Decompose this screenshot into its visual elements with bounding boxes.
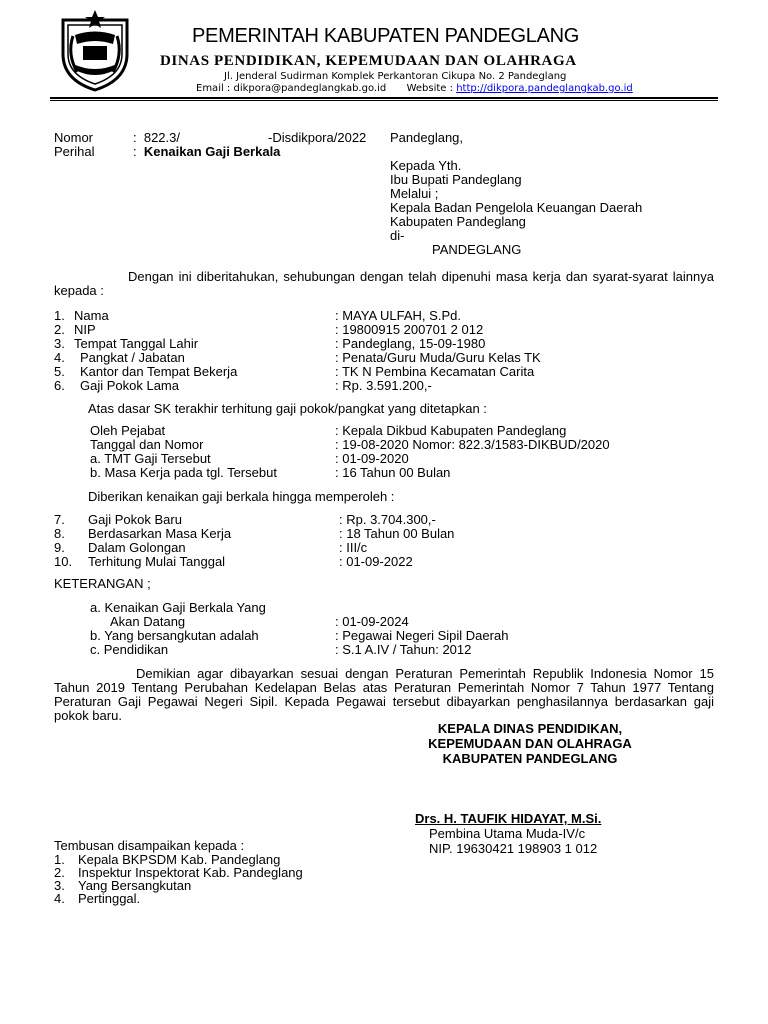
perihal-label: Perihal	[54, 144, 95, 159]
office-address: Jl. Jenderal Sudirman Komplek Perkantoran Cikupa No. 2 Pandeglang	[224, 71, 567, 82]
list-item: b. Yang bersangkutan adalah : Pegawai Negeri Sipil Daerah	[90, 628, 509, 643]
sk-intro: Atas dasar SK terakhir terhitung gaji pokok/pangkat yang ditetapkan :	[88, 401, 487, 416]
list-item: Akan Datang : 01-09-2024	[110, 614, 409, 629]
recipient-line: Melalui ;	[390, 186, 439, 201]
signatory-nip: NIP. 19630421 198903 1 012	[429, 841, 598, 856]
employee-list	[54, 309, 714, 393]
list-item: c. Pendidikan : S.1 A.IV / Tahun: 2012	[90, 642, 472, 657]
intro-paragraph: Dengan ini diberitahukan, sehubungan dengan telah dipenuhi masa kerja dan syarat-syarat lainnya kepada :	[54, 269, 714, 298]
contact-line	[196, 83, 633, 94]
recipient-line: Ibu Bupati Pandeglang	[390, 172, 522, 187]
header-rule-thin	[50, 100, 718, 101]
regency-logo	[55, 10, 135, 92]
website-link[interactable]: http://dikpora.pandeglangkab.go.id	[456, 83, 633, 94]
signatory-name: Drs. H. TAUFIK HIDAYAT, M.Si.	[415, 811, 602, 826]
list-item: 9. Dalam Golongan : III/c	[54, 540, 368, 555]
recipient-block	[390, 159, 642, 257]
recipient-line: di-	[390, 228, 405, 243]
list-item: 10. Terhitung Mulai Tanggal : 01-09-2022	[54, 554, 413, 569]
recipient-line: Kepala Badan Pengelola Keuangan Daerah	[390, 200, 643, 215]
list-item: 3. Tempat Tanggal Lahir : Pandeglang, 15-09-1980	[54, 336, 486, 351]
list-item: a. Kenaikan Gaji Berkala Yang	[90, 600, 266, 615]
closing-paragraph: Demikian agar dibayarkan sesuai dengan Peraturan Pemerintah Republik Indonesia Nomor 15 Tahun 2019 Tentang Perubahan Kedelapan Belas atas Peraturan Pemerintah Nomor 7 Tahun 1977 Tentang Peraturan Gaji Pegawai Negeri Sipil. Kepada Pegawai tersebut dibayarkan penghasilannya berdasarkan gaji pokok baru.	[54, 666, 714, 723]
nomor-label: Nomor	[54, 130, 94, 145]
list-item: 8. Berdasarkan Masa Kerja : 18 Tahun 00 Bulan	[54, 526, 455, 541]
list-item: 6. Gaji Pokok Lama : Rp. 3.591.200,-	[54, 378, 432, 393]
nomor-suffix: -Disdikpora/2022	[268, 130, 367, 145]
recipient-line: Kabupaten Pandeglang	[390, 214, 526, 229]
list-item: 5. Kantor dan Tempat Bekerja : TK N Pembina Kecamatan Carita	[54, 364, 535, 379]
list-item: a. TMT Gaji Tersebut : 01-09-2020	[90, 451, 409, 466]
sk-list	[88, 424, 708, 480]
keterangan-title: KETERANGAN ;	[54, 576, 151, 591]
list-item: 4. Pertinggal.	[54, 891, 141, 906]
signatory-title-2: KEPEMUDAAN DAN OLAHRAGA	[428, 736, 632, 751]
recipient-city: PANDEGLANG	[432, 242, 522, 257]
header-rule-thick	[50, 97, 718, 99]
keterangan-list	[90, 601, 710, 657]
list-item: 1. Nama : MAYA ULFAH, S.Pd.	[54, 308, 461, 323]
website-label: Website :	[406, 83, 454, 94]
list-item: 2. NIP : 19800915 200701 2 012	[54, 322, 484, 337]
cc-list	[54, 853, 384, 905]
new-salary-intro: Diberikan kenaikan gaji berkala hingga memperoleh :	[88, 489, 395, 504]
list-item: 4. Pangkat / Jabatan : Penata/Guru Muda/Guru Kelas TK	[54, 350, 541, 365]
list-item: Oleh Pejabat : Kepala Dikbud Kabupaten Pandeglang	[90, 423, 567, 438]
government-title: PEMERINTAH KABUPATEN PANDEGLANG	[192, 25, 580, 47]
perihal-value: : Kenaikan Gaji Berkala	[133, 144, 281, 159]
list-item: 7. Gaji Pokok Baru : Rp. 3.704.300,-	[54, 512, 436, 527]
recipient-line: Kepada Yth.	[390, 158, 462, 173]
signatory-title-3: KABUPATEN PANDEGLANG	[442, 751, 618, 766]
new-salary-list	[54, 513, 714, 569]
list-item: 2. Inspektur Inspektorat Kab. Pandeglang	[54, 865, 303, 880]
list-item: 3. Yang Bersangkutan	[54, 878, 192, 893]
nomor-value: : 822.3/	[133, 130, 180, 145]
email-text: Email : dikpora@pandeglangkab.go.id	[196, 83, 387, 94]
cc-title: Tembusan disampaikan kepada :	[54, 838, 245, 853]
list-item: Tanggal dan Nomor : 19-08-2020 Nomor: 822.3/1583-DIKBUD/2020	[90, 437, 610, 452]
signatory-rank: Pembina Utama Muda-IV/c	[429, 826, 586, 841]
letter-place: Pandeglang,	[390, 130, 464, 145]
department-title: DINAS PENDIDIKAN, KEPEMUDAAN DAN OLAHRAGA	[160, 53, 577, 69]
list-item: b. Masa Kerja pada tgl. Tersebut : 16 Tahun 00 Bulan	[90, 465, 451, 480]
list-item: 1. Kepala BKPSDM Kab. Pandeglang	[54, 852, 281, 867]
signatory-title-1: KEPALA DINAS PENDIDIKAN,	[437, 721, 623, 736]
